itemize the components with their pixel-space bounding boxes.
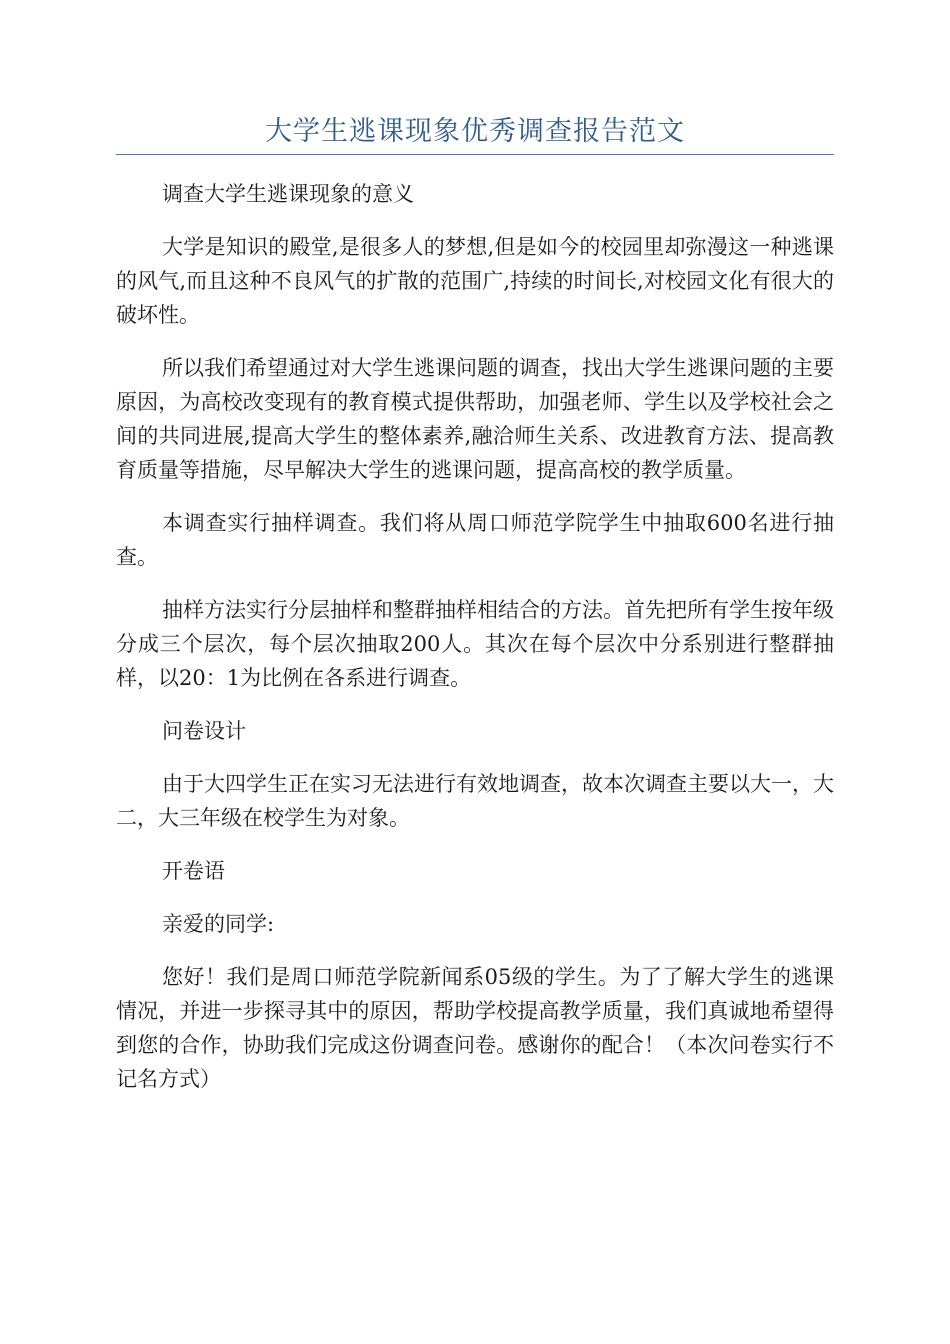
paragraph-intro: 大学是知识的殿堂,是很多人的梦想,但是如今的校园里却弥漫这一种逃课的风气,而且这种不良风气的扩散的范围广,持续的时间长,对校园文化有很大的破坏性。 (116, 235, 834, 327)
paragraph-sampling: 本调查实行抽样调查。我们将从周口师范学院学生中抽取600名进行抽查。 (116, 511, 834, 569)
salutation: 亲爱的同学: (162, 912, 275, 936)
paragraph-survey-scope: 由于大四学生正在实习无法进行有效地调查，故本次调查主要以大一，大二，大三年级在校学生为对象。 (116, 772, 834, 830)
heading-questionnaire-design: 问卷设计 (162, 719, 246, 743)
paragraph-purpose: 所以我们希望通过对大学生逃课问题的调查，找出大学生逃课问题的主要原因，为高校改变现有的教育模式提供帮助，加强老师、学生以及学校社会之间的共同进展,提高大学生的整体素养,融洽师生关系、改进教育方法、提高教育质量等措施，尽早解决大学生的逃课问题，提高高校的教学质量。 (116, 356, 834, 482)
heading-opening-words: 开卷语 (162, 859, 225, 883)
title-underline (116, 154, 834, 155)
document-body (116, 177, 834, 1115)
paragraph-greeting: 您好！我们是周口师范学院新闻系05级的学生。为了了解大学生的逃课情况，并进一步探寻其中的原因，帮助学校提高教学质量，我们真诚地希望得到您的合作，协助我们完成这份调查问卷。感谢你的配合！（本次问卷实行不记名方式） (116, 965, 834, 1091)
document-title: 大学生逃课现象优秀调查报告范文 (265, 116, 685, 147)
heading-significance: 调查大学生逃课现象的意义 (162, 182, 414, 206)
paragraph-sampling-method: 抽样方法实行分层抽样和整群抽样相结合的方法。首先把所有学生按年级分成三个层次，每个层次抽取200人。其次在每个层次中分系别进行整群抽样，以20：1为比例在各系进行调查。 (116, 598, 834, 690)
